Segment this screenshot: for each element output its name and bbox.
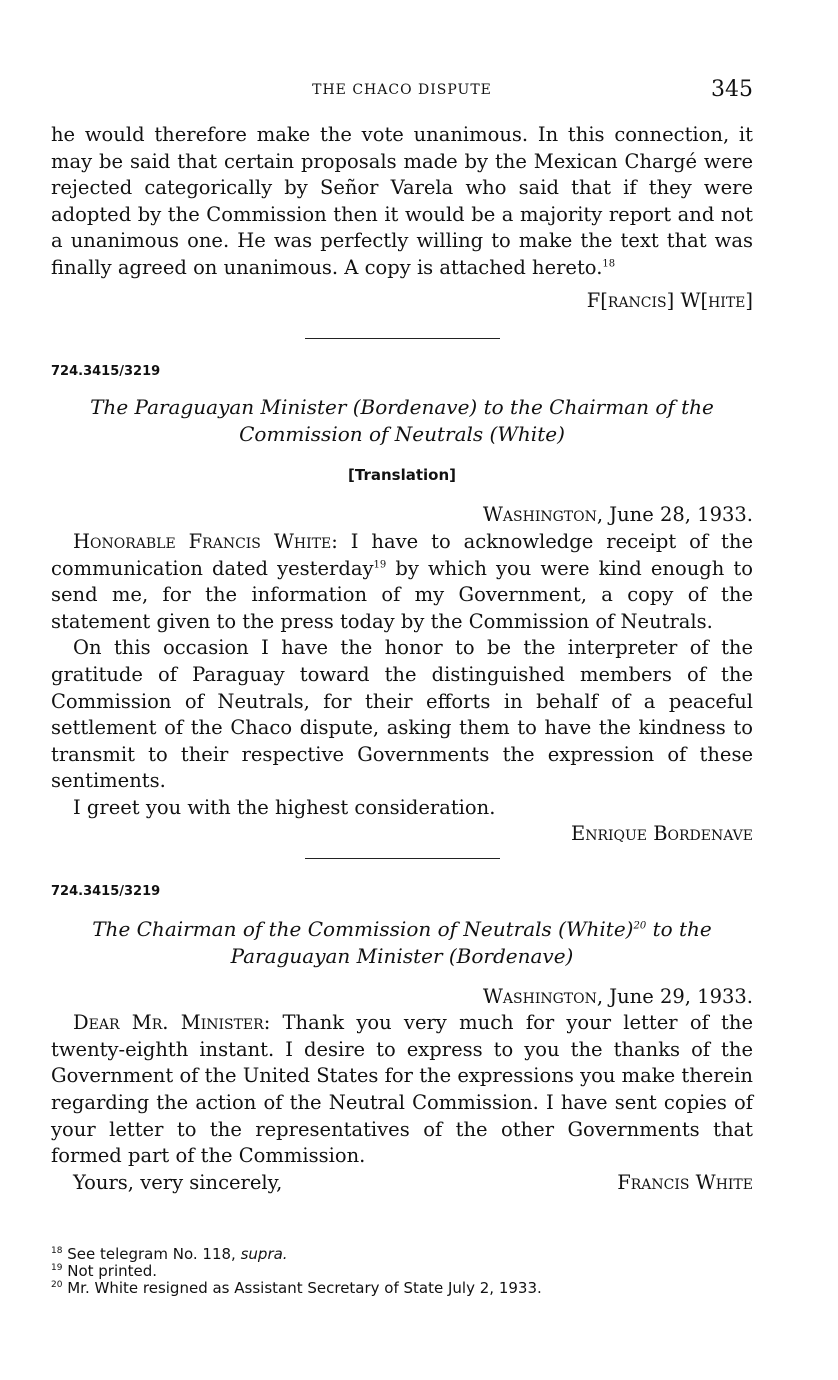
dateline [51, 984, 753, 1011]
translation-note: [Translation] [348, 465, 456, 484]
footnote-text: See telegram No. 118, [67, 1245, 236, 1263]
footnote-ref-18: 18 [602, 258, 616, 270]
footnote-text: supra. [240, 1245, 288, 1263]
letter-paragraph [51, 529, 753, 635]
heading-line: Paraguayan Minister (Bordenave) [230, 943, 574, 968]
footnote [51, 1263, 753, 1280]
letter-paragraph: I greet you with the highest consideration. [73, 795, 496, 819]
dateline [51, 502, 753, 529]
file-number: 724.3415/3219 [51, 884, 161, 900]
file-number: 724.3415/3219 [51, 364, 161, 380]
footnote [51, 1246, 753, 1263]
paragraph-text: I have to acknowledge receipt of the communication dated yesterday [51, 529, 753, 580]
letter-closing [51, 1170, 753, 1197]
footnotes [51, 1246, 753, 1297]
footnote [51, 1280, 753, 1297]
dateline-date: June 29, 1933. [609, 984, 753, 1008]
running-title: THE CHACO DISPUTE [312, 82, 492, 98]
signature-white: Francis White [617, 1170, 753, 1194]
page-number: 345 [711, 77, 753, 102]
dateline-place: Washington, [482, 503, 604, 527]
signature-white-initials: F[rancis] W[hite] [586, 288, 753, 312]
dateline-place: Washington, [482, 984, 604, 1008]
footnote-number: 20 [51, 1280, 63, 1290]
heading-text: The Chairman of the Commission of Neutrals (White) [92, 916, 634, 941]
heading-line: The Paraguayan Minister (Bordenave) to the Chairman of the [90, 394, 714, 419]
footnote-number: 18 [51, 1246, 63, 1256]
continuation-paragraph [51, 122, 753, 282]
dateline-date: June 28, 1933. [609, 503, 753, 527]
document-heading [51, 394, 753, 448]
paragraph-text: by which you were kind enough to send me, for the information of my Government, a copy of the statement given to the press today by the Commission of Neutrals. [51, 556, 754, 633]
document-body [51, 122, 753, 1196]
footnote-ref-20: 20 [633, 920, 647, 931]
footnote-text: Mr. White resigned as Assistant Secretary of State July 2, 1933. [67, 1279, 542, 1297]
complimentary-close: Yours, very sincerely, [73, 1170, 283, 1194]
document-heading [51, 916, 753, 970]
paragraph-text: Thank you very much for your letter of the twenty-eighth instant. I desire to express to you the thanks of the Government of the United States for the expressions you make therein regarding the action of the Neutral Commission. I have sent copies of your letter to the representatives of the other Governments that formed part of the Commission. [51, 1011, 753, 1168]
salutation: Dear Mr. Minister: [73, 1011, 271, 1035]
heading-line [51, 916, 753, 943]
heading-text: to the [652, 916, 712, 941]
letter-paragraph: On this occasion I have the honor to be the interpreter of the gratitude of Paraguay toward the distinguished members of the Commission of Neutrals, for their efforts in behalf of a peaceful settlement of the Chaco dispute, asking them to have the kindness to transmit to their respective Governments the expression of these sentiments. [51, 636, 753, 793]
footnote-number: 19 [51, 1263, 63, 1273]
signature-bordenave: Enrique Bordenave [570, 822, 753, 846]
heading-line: Commission of Neutrals (White) [239, 421, 565, 446]
footnote-ref-19: 19 [373, 559, 387, 571]
letter-paragraph [51, 1010, 753, 1170]
running-header [51, 79, 753, 103]
footnote-text: Not printed. [67, 1262, 158, 1280]
salutation: Honorable Francis White: [73, 529, 338, 553]
continuation-text: he would therefore make the vote unanimous. In this connection, it may be said that certain proposals made by the Mexican Chargé were rejected categorically by Señor Varela who said that if they were adopted by the Commission then it would be a majority report and not a unanimous one. He was perfectly willing to make the text that was finally agreed on unanimous. A copy is attached hereto. [51, 123, 753, 279]
